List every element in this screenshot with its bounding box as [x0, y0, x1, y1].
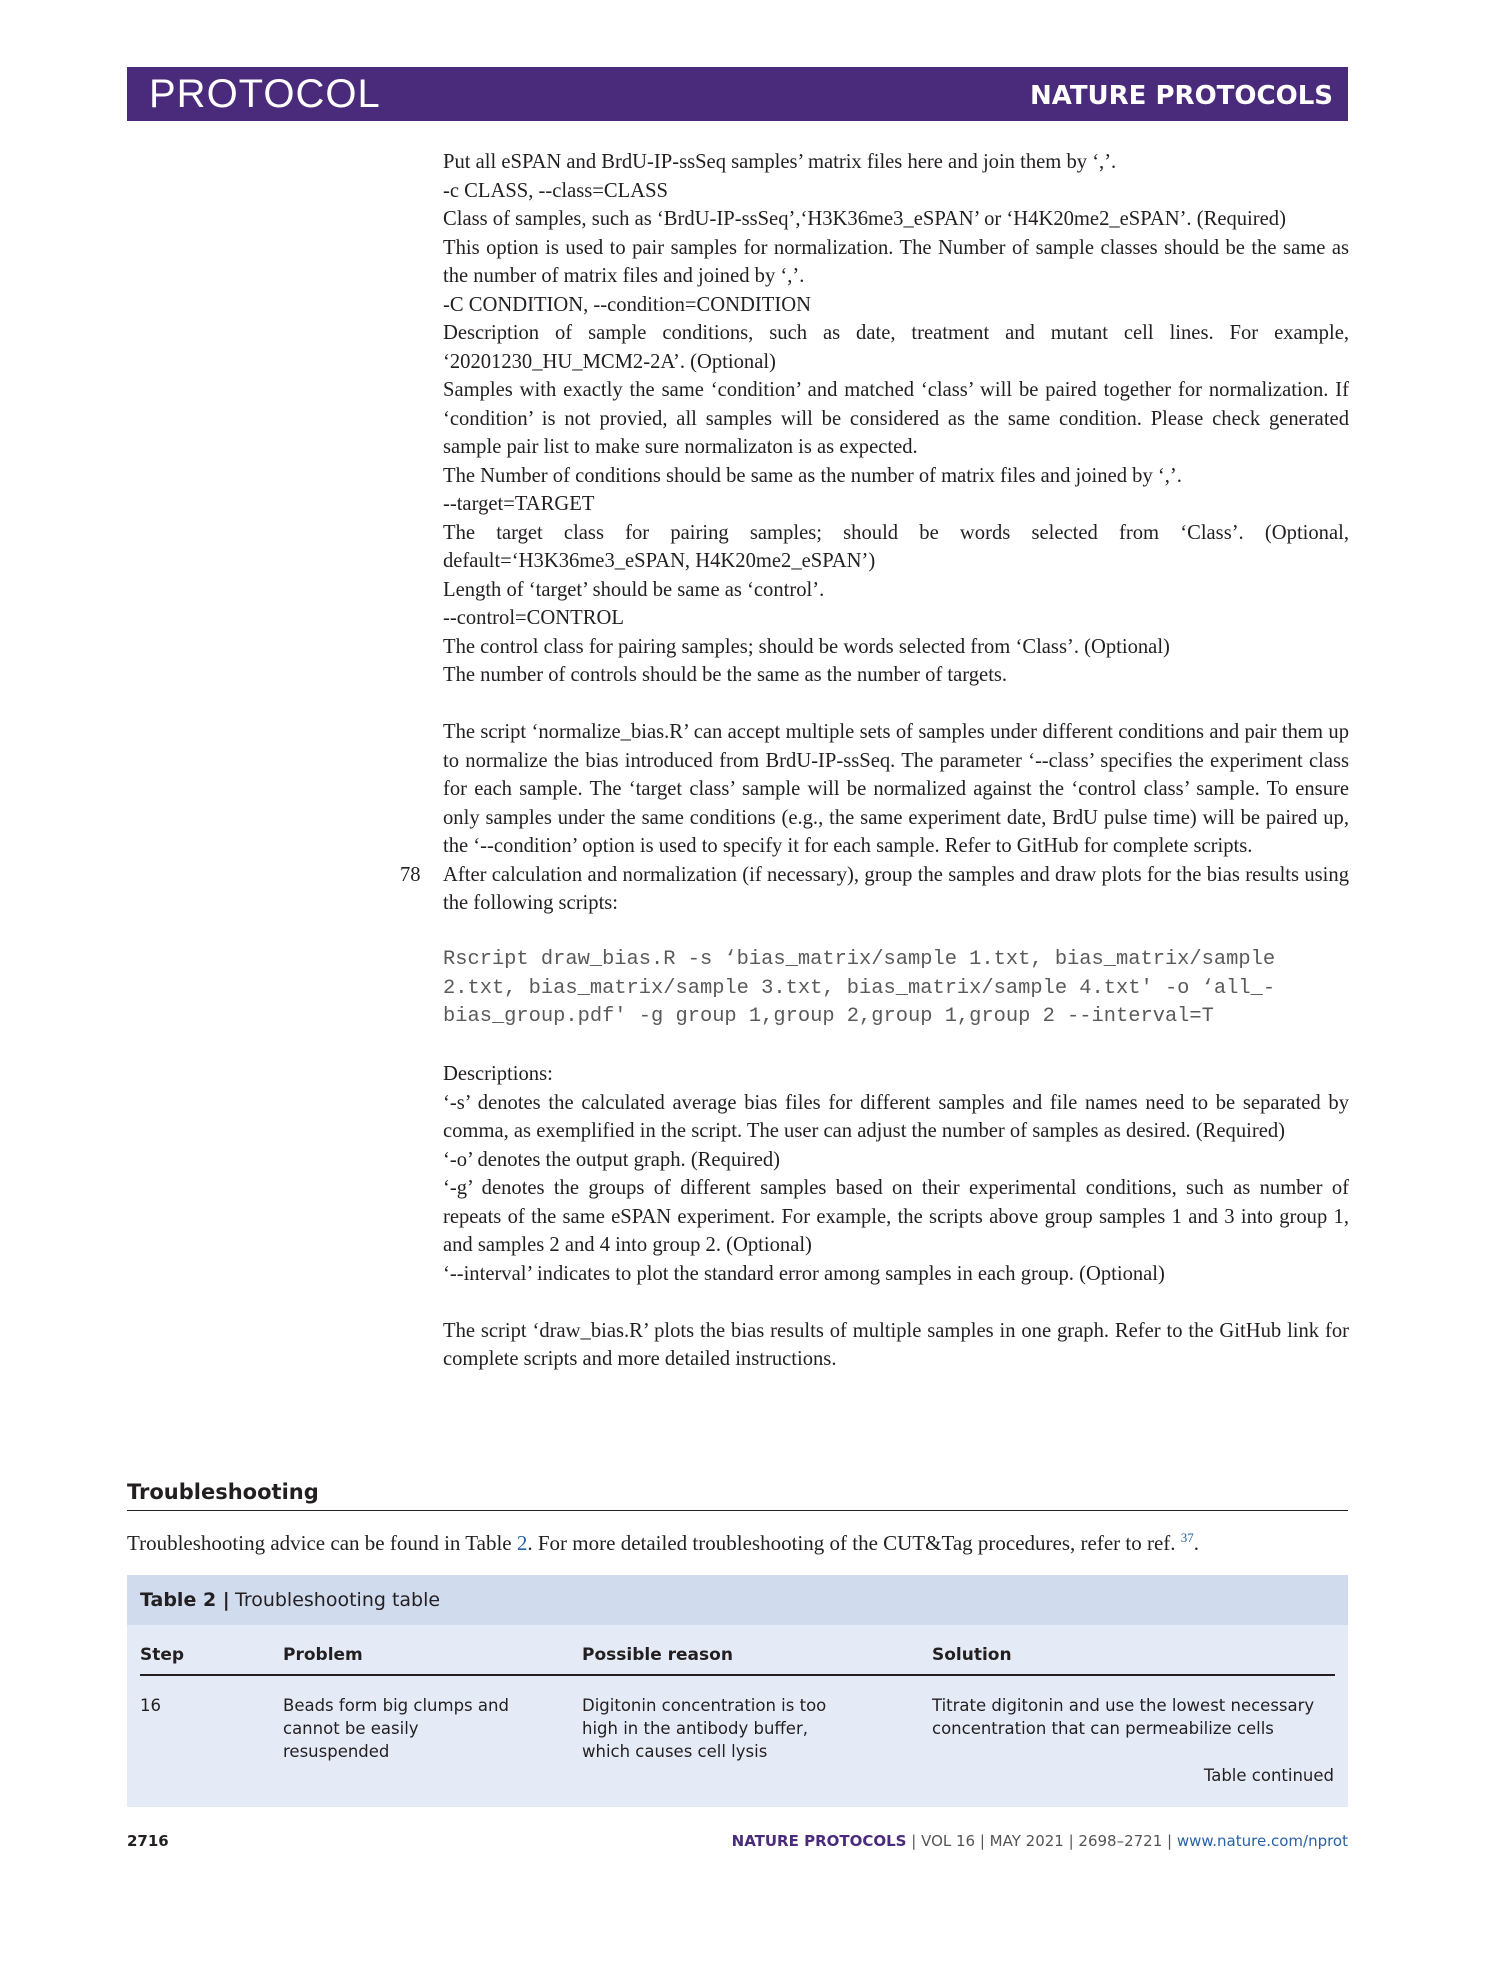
header-banner — [127, 67, 1348, 121]
description-item: ‘-g’ denotes the groups of different samples based on their experimental conditions, such as number of repeats of the same eSPAN experiment. For example, the scripts above group samples 1 and 3 into group 1, and samples 2 and 4 into group 2. (Optional) — [443, 1177, 1349, 1256]
table-link[interactable]: 2 — [516, 1531, 528, 1555]
body-line: Class of samples, such as ‘BrdU-IP-ssSeq’,‘H3K36me3_eSPAN’ or ‘H4K20me2_eSPAN’. (Required) — [443, 208, 1286, 230]
reference-link[interactable]: 37 — [1180, 1530, 1194, 1545]
body-line: The number of controls should be the same as the number of targets. — [443, 664, 1008, 686]
header-divider — [140, 1674, 1335, 1676]
body-line: This option is used to pair samples for normalization. The Number of sample classes should be the same as the number of matrix files and joined by ‘,’. — [443, 236, 1349, 287]
descriptions-heading: Descriptions: — [443, 1063, 553, 1085]
section-text: Troubleshooting advice can be found in Table 2. For more detailed troubleshooting of the CUT&Tag procedures, refer to ref. $^{37}$. — [127, 1530, 1200, 1555]
table-label: Table 2 | — [140, 1589, 230, 1611]
description-item: ‘-o’ denotes the output graph. (Required) — [443, 1148, 781, 1171]
table-cell-problem: Beads form big clumps and cannot be easily resuspended — [283, 1696, 509, 1761]
body-line: --target=TARGET — [443, 493, 595, 515]
table-title: Troubleshooting table — [235, 1589, 441, 1611]
body-line: --control=CONTROL — [443, 607, 624, 629]
body-line: The control class for pairing samples; should be words selected from ‘Class’. (Optional) — [443, 635, 1170, 658]
table-cell-solution: Titrate digitonin and use the lowest necessary concentration that can permeabilize cells — [932, 1696, 1315, 1738]
step-text: After calculation and normalization (if necessary), group the samples and draw plots for the bias results using the following scripts: — [443, 863, 1349, 914]
code-block: Rscript draw_bias.R -s ‘bias_matrix/sample 1.txt, bias_matrix/sample 2.txt, bias_matrix/sample 3.txt, bias_matrix/sample 4.txt' -o ‘all_-bias_group.pdf' -g group 1,group 2,group 1,group 2 --interval=T — [443, 948, 1288, 1028]
column-header-step: Step — [140, 1645, 185, 1665]
body-line: The Number of conditions should be same as the number of matrix files and joined by ‘,’. — [443, 464, 1182, 487]
journal-name: NATURE PROTOCOLS — [1029, 81, 1333, 111]
table-caption — [127, 1575, 1348, 1625]
table-cell-step: 16 — [140, 1696, 161, 1715]
body-line: -c CLASS, --class=CLASS — [443, 179, 668, 202]
column-header-problem: Problem — [283, 1645, 363, 1665]
article-type: PROTOCOL — [149, 72, 381, 116]
body-line: Put all eSPAN and BrdU-IP-ssSeq samples’ matrix files here and join them by ‘,’. — [443, 151, 1117, 173]
column-header-solution: Solution — [932, 1645, 1012, 1665]
column-header-reason: Possible reason — [582, 1645, 733, 1665]
table-cell-reason: Digitonin concentration is too high in the antibody buffer, which causes cell lysis — [582, 1696, 827, 1761]
journal-url[interactable]: www.nature.com/nprot — [1176, 1832, 1348, 1850]
page-number: 2716 — [127, 1832, 169, 1850]
table-continued: Table continued — [1203, 1766, 1334, 1785]
step-number: 78 — [400, 863, 421, 886]
paragraph: The script ‘draw_bias.R’ plots the bias results of multiple samples in one graph. Refer to the GitHub link for complete scripts and more detailed instructions. — [443, 1319, 1349, 1370]
step-78 — [400, 861, 1349, 918]
footer-citation: NATURE PROTOCOLS | VOL 16 | MAY 2021 | 2698–2721 | www.nature.com/nprot — [731, 1832, 1348, 1850]
description-item: ‘-s’ denotes the calculated average bias files for different samples and file names need to be separated by comma, as exemplified in the script. The user can adjust the number of samples as desired. (Required) — [443, 1091, 1349, 1142]
paragraph: The script ‘normalize_bias.R’ can accept multiple sets of samples under different conditions and pair them up to normalize the bias introduced from BrdU-IP-ssSeq. The parameter ‘--class’ specifies the experiment class for each sample. The ‘target class’ sample will be normalized against the ‘control class’ sample. To ensure only samples under the same conditions (e.g., the same experiment date, BrdU pulse time) will be paired up, the ‘--condition’ option is used to specify it for each sample. Refer to GitHub for complete scripts. — [443, 721, 1349, 857]
section-heading: Troubleshooting — [127, 1480, 1348, 1511]
body-line: -C CONDITION, --condition=CONDITION — [443, 293, 811, 316]
body-line: Length of ‘target’ should be same as ‘control’. — [443, 578, 825, 601]
body-line: The target class for pairing samples; should be words selected from ‘Class’. (Optional, default=‘H3K36me3_eSPAN, H4K20me2_eSPAN’) — [443, 521, 1349, 572]
description-item: ‘--interval’ indicates to plot the standard error among samples in each group. (Optional) — [443, 1262, 1165, 1285]
body-line: Description of sample conditions, such as date, treatment and mutant cell lines. For example, ‘20201230_HU_MCM2-2A’. (Optional) — [443, 322, 1349, 373]
body-text-column — [400, 148, 1349, 1374]
body-line: Samples with exactly the same ‘condition’ and matched ‘class’ will be paired together for normalization. If ‘condition’ is not provied, all samples will be considered as the same condition. Please check generated sample pair list to make sure normalizaton is as expected. — [443, 379, 1349, 458]
troubleshooting-table — [127, 1575, 1348, 1807]
